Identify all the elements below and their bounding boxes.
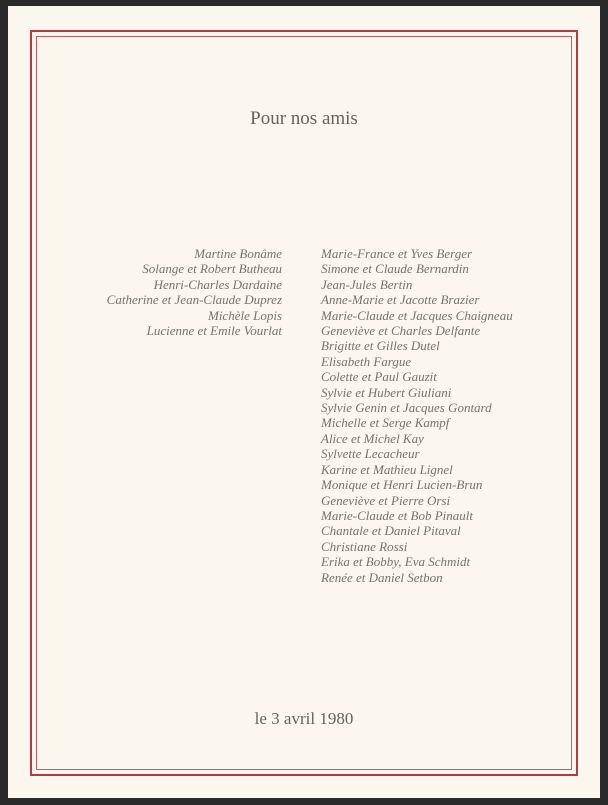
list-item: Geneviève et Charles Delfante bbox=[321, 323, 481, 339]
list-item: Marie-Claude et Bob Pinault bbox=[321, 507, 474, 523]
list-item: Sylvie et Hubert Giuliani bbox=[321, 384, 452, 400]
list-item: Brigitte et Gilles Dutel bbox=[321, 338, 440, 354]
list-item: Erika et Bobby, Eva Schmidt bbox=[321, 554, 471, 570]
list-item: Simone et Claude Bernardin bbox=[321, 261, 469, 277]
list-item: Monique et Henri Lucien-Brun bbox=[321, 477, 483, 493]
list-item: Alice et Michel Kay bbox=[321, 430, 424, 446]
list-item: Catherine et Jean-Claude Duprez bbox=[106, 292, 282, 308]
list-item: Marie-Claude et Jacques Chaigneau bbox=[321, 307, 513, 323]
list-item: Renée et Daniel Setbon bbox=[321, 569, 443, 585]
list-item: Henri-Charles Dardaine bbox=[153, 276, 282, 292]
page-title: Pour nos amis bbox=[250, 108, 358, 129]
list-item: Anne-Marie et Jacotte Brazier bbox=[321, 292, 480, 308]
list-item: Marie-France et Yves Berger bbox=[321, 246, 473, 261]
list-item: Solange et Robert Butheau bbox=[142, 261, 282, 277]
list-item: Geneviève et Pierre Orsi bbox=[321, 492, 451, 508]
list-item: Martine Bonâme bbox=[194, 246, 282, 261]
list-item: Christiane Rossi bbox=[321, 538, 408, 554]
list-item: Michelle et Serge Kampf bbox=[321, 415, 450, 431]
right-names-list bbox=[321, 246, 513, 585]
left-names-list bbox=[107, 246, 282, 338]
list-item: Chantale et Daniel Pitaval bbox=[321, 523, 461, 539]
card bbox=[8, 6, 600, 798]
list-item: Lucienne et Emile Vourlat bbox=[146, 323, 282, 339]
list-item: Elisabeth Fargue bbox=[321, 353, 412, 369]
list-item: Karine et Mathieu Lignel bbox=[321, 461, 453, 477]
list-item: Jean-Jules Bertin bbox=[321, 276, 413, 292]
date-line: le 3 avril 1980 bbox=[254, 709, 354, 728]
list-item: Colette et Paul Gauzit bbox=[321, 369, 437, 385]
list-item: Sylvie Genin et Jacques Gontard bbox=[321, 400, 492, 416]
list-item: Sylvette Lecacheur bbox=[321, 446, 420, 462]
list-item: Michèle Lopis bbox=[207, 307, 282, 323]
